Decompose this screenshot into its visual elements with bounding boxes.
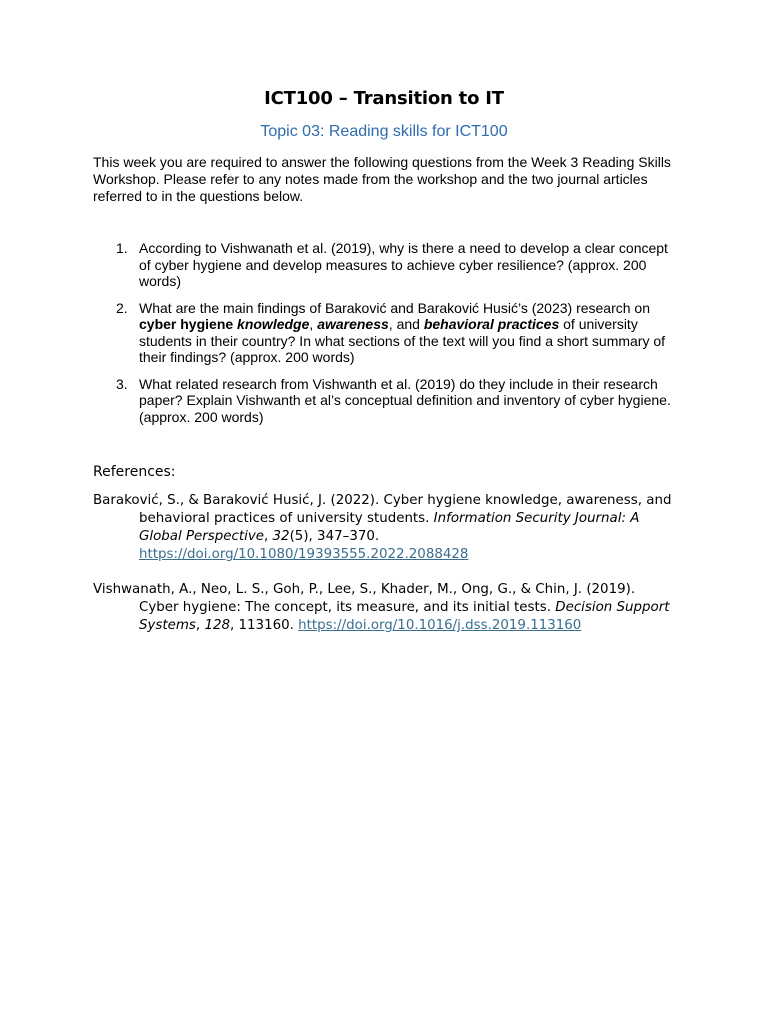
reference-separator: ,	[264, 529, 273, 544]
question-number: 2.	[116, 299, 128, 316]
references-heading: References:	[93, 464, 176, 480]
term-separator: ,	[309, 316, 318, 332]
reference-doi-link[interactable]: https://doi.org/10.1080/19393555.2022.2088428	[139, 547, 469, 562]
reference-journal: Decision Support Systems	[139, 600, 670, 633]
reference-separator: ,	[195, 618, 205, 633]
reference-issue-pages: (5), 347–370.	[289, 529, 380, 544]
term-behavioral-practices: behavioral practices	[423, 316, 560, 332]
question-item-3	[93, 376, 683, 426]
question-text-end: of university students in their country? In what sections of the text will you find a short summary of their findings? (approx. 200 words)	[139, 316, 666, 365]
reference-issue-pages: , 113160.	[230, 618, 294, 633]
reference-volume: 32	[272, 529, 290, 544]
document-subtitle: Topic 03: Reading skills for ICT100	[260, 123, 508, 140]
question-text: What related research from Vishwanth et al. (2019) do they include in their research paper? Explain Vishwanth et al’s conceptual definition and inventory of cyber hygiene. (approx. 200 words)	[139, 375, 671, 425]
question-number: 3.	[116, 375, 128, 392]
reference-authors: Vishwanath, A., Neo, L. S., Goh, P., Lee, S., Khader, M., Ong, G., & Chin, J. (2019). Cyber hygiene: The concept, its measure, and its initial tests.	[93, 582, 636, 615]
reference-volume: 128	[204, 618, 230, 633]
question-item-2	[93, 300, 683, 366]
question-item-1	[93, 240, 683, 290]
reference-authors: Baraković, S., & Baraković Husić, J. (2022). Cyber hygiene knowledge, awareness, and behavioral practices of university students.	[93, 493, 672, 526]
term-separator: , and	[388, 316, 424, 332]
term-knowledge: knowledge	[237, 316, 310, 332]
question-text-start: What are the main findings of Baraković and Baraković Husić’s (2023) research on	[139, 299, 650, 316]
question-number: 1.	[116, 240, 128, 256]
question-list	[93, 240, 683, 435]
reference-item-1	[93, 492, 673, 564]
document-title: ICT100 – Transition to IT	[264, 88, 504, 109]
reference-journal: Information Security Journal: A Global Perspective	[139, 511, 640, 544]
reference-doi-link[interactable]: https://doi.org/10.1016/j.dss.2019.113160	[298, 618, 582, 633]
term-cyber-hygiene: cyber hygiene	[139, 316, 234, 332]
term-awareness: awareness	[317, 316, 389, 332]
intro-paragraph: This week you are required to answer the following questions from the Week 3 Reading Skills Workshop. Please refer to any notes made from the workshop and the two journal articles referred to in the questions below.	[93, 154, 671, 204]
question-text: According to Vishwanath et al. (2019), why is there a need to develop a clear concept of cyber hygiene and develop measures to achieve cyber resilience? (approx. 200 words)	[139, 240, 668, 289]
reference-item-2	[93, 581, 673, 635]
